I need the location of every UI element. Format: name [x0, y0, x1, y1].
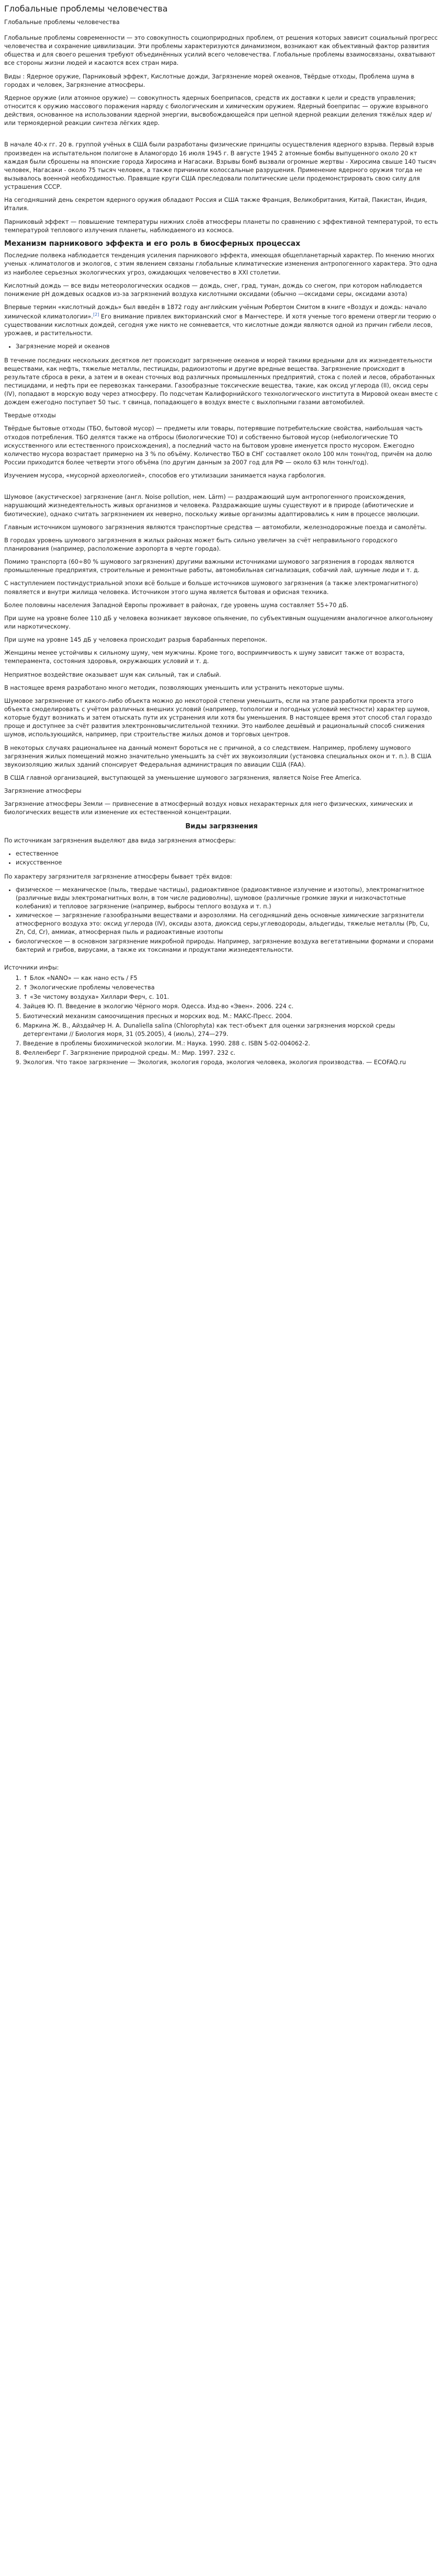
noise-europe-paragraph: Более половины населения Западной Европы проживает в районах, где уровень шума составляет 55÷70 дБ.	[4, 601, 349, 609]
greenhouse-paragraph: Последние полвека наблюдается тенденция усиления парникового эффекта, имеющая общепланетарный характер. По мнению многих ученых -климатологов и экологов, с этим явлением связаны глобальные климатические изменения антропогенного характера. Это одна из наиболее серьезных экологических угроз, ожидающих человечество в XXI столетии.	[4, 252, 438, 276]
acid-rain-paragraph: Кислотный дождь — все виды метеорологических осадков — дождь, снег, град, туман, дождь со снегом, при котором наблюдается понижение pH дождевых осадков из-за загрязнений воздуха кислотными оксидами (обычно —оксидами серы, оксидами азота)	[4, 282, 422, 298]
nuclear-history-paragraph: В начале 40-х гг. 20 в. группой учёных в США были разработаны физические принципы осуществления ядерного взрыва. Первый взрыв произведен на испытательном полигоне в Аламогордо 16 июля 1945 г. В августе 1945 2 атомные бомбы выпущенного около 20 кт каждая были сброшены на японские города Хиросима и Нагасаки. Взрывы бомб вызвали огромные жертвы - Хиросима свыше 140 тысяч человек, Нагасаки - около 75 тысяч человек, а также причинили колоссальные разрушения. Применение ядерного оружия тогда не вызывалось военной необходимостью. Правящие круги США преследовали политические цели продемонстрировать свою силу для устрашения СССР.	[4, 141, 436, 191]
source-item: 7. Введение в проблемы биохимической экологии. М.: Наука. 1990. 288 с. ISBN 5-02-004062-2.	[23, 1040, 439, 1048]
pollutant-kinds-intro: По характеру загрязнителя загрязнение атмосферы бывает трёх видов:	[4, 873, 232, 880]
noise-110db-paragraph: При шуме на уровне более 110 дБ у человека возникает звуковое опьянение, по субъективным ощущениям аналогичное алкогольному или наркотическому.	[4, 614, 433, 631]
noise-definition-paragraph: Шумовое (акустическое) загрязнение (англ. Noise pollution, нем. Lärm) — раздражающий шум антропогенного происхождения, нарушающий жизнедеятельность живых организмов и человека. Раздражающие шумы существуют и в природе (абиотические и биотические), однако считать загрязнением их неверно, поскольку живые организмы адаптировались к ним в процессе эволюции.	[4, 494, 420, 518]
greenhouse-definition-paragraph: Парниковый эффект — повышение температуры нижних слоёв атмосферы планеты по сравнению с эффективной температурой, то есть температурой теплового излучения планеты, наблюдаемого из космоса.	[4, 218, 438, 234]
noise-modeling-paragraph: Шумовое загрязнение от какого-либо объекта можно до некоторой степени уменьшить, если на этапе разработки проекта этого объекта смоделировать с учётом различных внешних условий (например, топологии и погодных условий местности) характер шумов, которые будут возникать и затем отыскать пути их устранения или хотя бы уменьшения. В настоящее время этот способ стал гораздо проще и доступнее за счёт развития электронновычислительной техники. Это наиболее дешёвый и рациональный способ снижения шумов, использующийся, например, при строительстве жилых домов и торговых центров.	[4, 697, 432, 738]
source-item[interactable]: 9. Экология. Что такое загрязнение — Экология, экология города, экология человека, экология производства. — ECOFAQ.ru	[23, 1058, 439, 1067]
pollution-sources-list	[4, 850, 439, 867]
source-item[interactable]: 3. ↑ «Зе чистому воздуха» Хиллари Ферч, с. 101.	[23, 993, 439, 1001]
source-item: 5. Биотический механизм самоочищения пресных и морских вод. М.: МАКС-Пресс. 2004.	[23, 1012, 439, 1021]
sea-pollution-list	[4, 343, 439, 351]
noise-home-paragraph: С наступлением постиндустриальной эпохи всё больше и больше источников шумового загрязнения (а также электромагнитного) появляется и внутри жилища человека. Источником этого шума является бытовая и офисная техника.	[4, 580, 418, 596]
reference-link[interactable]: [2]	[93, 312, 99, 317]
sources-list	[4, 974, 439, 1067]
types-paragraph: Виды : Ядерное оружие, Парниковый эффект, Кислотные дожди, Загрязнение морей океанов, Твёрдые отходы, Проблема шума в городах и человек, Загрязнение атмосферы.	[4, 73, 415, 88]
greenhouse-heading: Механизм парникового эффекта и его роль в биосферных процессах	[4, 239, 301, 248]
garbology-paragraph: Изучением мусора, «мусорной археологией», способов его утилизации занимается наука гарбология.	[4, 472, 326, 480]
nuclear-owners-paragraph: На сегодняшний день секретом ядерного оружия обладают Россия и США также Франция, Великобритания, Китай, Пакистан, Индия, Италия.	[4, 197, 427, 212]
list-item: • искусственное	[16, 859, 439, 867]
page-subtitle: Глобальные проблемы человечества	[4, 18, 120, 26]
sea-pollution-paragraph: В течение последних нескольких десятков лет происходит загрязнение океанов и морей такими вредными для их жизнедеятельности веществами, как нефть, тяжелые металлы, пестициды, радиоизотопы и другие вредные вещества. Загрязнение происходит в результате сброса в реки, а затем и в океан сточных вод различных промышленных предприятий, стока с полей и лесов, обработанных пестицидами, и нефть при ее перевозках танкерами. Газообразные токсические вещества, такие, как оксид углерода (II), оксид серы (IV), попадают в морскую воду через атмосферу. По подсчетам Калифорнийского технологического института в Мировой океан вместе с дождем ежегодно поступает 50 тыс. т свинца, попадающего в воздух вместе с выхлопными газами автомобилей.	[4, 357, 438, 406]
list-item: • биологическое — в основном загрязнение микробной природы. Например, загрязнение воздуха вегетативными формами и спорами бактерий и грибов, вирусами, а также их токсинами и продуктами жизнедеятельности.	[16, 938, 439, 954]
acid-rain-history-paragraph	[4, 303, 439, 338]
air-pollution-paragraph: Загрязнение атмосферы Земли — привнесение в атмосферный воздух новых нехарактерных для него физических, химических и биологических веществ или изменение их естественной концентрации.	[4, 801, 413, 816]
solid-waste-heading: Твердые отходы	[4, 412, 56, 419]
noise-transport-paragraph: Помимо транспорта (60÷80 % шумового загрязнения) другими важными источниками шумового загрязнения в городах являются промышленные предприятия, строительные и ремонтные работы, автомобильная сигнализация, собачий лай, шумные люди и т. д.	[4, 558, 420, 574]
nuclear-definition-paragraph: Ядерное оружие (или атомное оружие) — совокупность ядерных боеприпасов, средств их доставки к цели и средств управления; относится к оружию массового поражения наряду с биологическим и химическим оружием. Ядерный боеприпас — оружие взрывного действия, основанное на использовании ядерной энергии, высвобождающейся при цепной ядерной реакции деления тяжёлых ядер и/или термоядерной реакции синтеза лёгких ядер.	[4, 94, 432, 127]
noise-145db-paragraph: При шуме на уровне 145 дБ у человека происходит разрыв барабанных перепонок.	[4, 636, 267, 644]
intro-paragraph: Глобальные проблемы современности — это совокупность социоприродных проблем, от решения которых зависит социальный прогресс человечества и сохранение цивилизации. Эти проблемы характеризуются динамизмом, возникают как объективный фактор развития общества и для своего решения требуют объединённых усилий всего человечества. Глобальные проблемы взаимосвязаны, охватывают все стороны жизни людей и касаются всех стран мира.	[4, 35, 438, 67]
noise-insulation-paragraph: В некоторых случаях рациональнее на данный момент бороться не с причиной, а со следствием. Например, проблему шумового загрязнения жилых помещений можно значительно уменьшить за счёт их звукоизоляции (установка специальных окон и т. п.). В США звукоизоляцию жилых зданий спонсирует Федеральная администрация по авиации США (FAA).	[4, 744, 431, 768]
noise-women-paragraph: Женщины менее устойчивы к сильному шуму, чем мужчины. Кроме того, восприимчивость к шуму зависит также от возраста, темперамента, состояния здоровья, окружающих условий и т. д.	[4, 649, 405, 665]
source-item: 6. Маркина Ж. В., Айздайчер Н. А. Dunaliella salina (Chlorophyta) как тест-объект для оценки загрязнения морской среды детергентами // Биология моря, 31 (05.2005), 4 (июль), 274—279.	[23, 1022, 439, 1039]
solid-waste-paragraph: Твёрдые бытовые отходы (ТБО, бытовой мусор) — предметы или товары, потерявшие потребительские свойства, наибольшая часть отходов потребления. ТБО делятся также на отбросы (биологические ТО) и собственно бытовой мусор (небиологические ТО искусственного или естественного происхождения), а последний часто на бытовом уровне именуется просто мусором. Ежегодно количество мусора возрастает примерно на 3 % по объёму. Количество ТБО в СНГ составляет около 100 млн тонн/год, причём на долю России приходится более четверти этого объёма (по другим данным за 2007 год для РФ — около 63 млн тонн/год).	[4, 425, 433, 466]
source-item: 8. Фелленберг Г. Загрязнение природной среды. М.: Мир. 1997. 232 с.	[23, 1049, 439, 1057]
list-item: • Загрязнение морей и океанов	[16, 343, 439, 351]
noise-cities-paragraph: В городах уровень шумового загрязнения в жилых районах может быть сильно увеличен за счёт неправильного городского планирования (например, расположение аэропорта в черте города).	[4, 537, 397, 553]
list-item: • физическое — механическое (пыль, твердые частицы), радиоактивное (радиоактивное излучение и изотопы), электромагнитное (различные виды электромагнитных волн, в том числе радиоволны), шумовое (различные громкие звуки и низкочастотные колебания) и тепловое загрязнение (например, выбросы теплого воздуха и т. п.)	[16, 886, 439, 911]
noise-methods-paragraph: В настоящее время разработано много методик, позволяющих уменьшить или устранить некоторые шумы.	[4, 684, 345, 691]
noise-sources-paragraph: Главным источником шумового загрязнения являются транспортные средства — автомобили, железнодорожные поезда и самолёты.	[4, 523, 427, 531]
page	[0, 0, 443, 1074]
pollution-sources-intro: По источникам загрязнения выделяют два вида загрязнения атмосферы:	[4, 837, 236, 845]
page-title: Глобальные проблемы человечества	[4, 4, 168, 14]
pollutant-kinds-list	[4, 886, 439, 954]
noise-organization-paragraph: В США главной организацией, выступающей за уменьшение шумового загрязнения, является Noise Free America.	[4, 774, 361, 781]
acid-rain-history-text-b: Его внимание привлек викторианский смог в Манчестере. И хотя ученые того времени отвергли теорию о существовании кислотных дождей, сегодня уже никто не сомневается, что кислотные дожди являются одной из причин гибели лесов, урожаев, и растительности.	[4, 313, 436, 337]
list-item: • естественное	[16, 850, 439, 858]
source-item[interactable]: 1. ↑ Блок «NANO» — как нано есть / F5	[23, 974, 439, 983]
pollution-types-heading: Виды загрязнения	[185, 822, 258, 830]
source-item: 4. Зайцев Ю. П. Введение в экологию Чёрного моря. Одесса. Изд-во «Эвен». 2006. 224 с.	[23, 1002, 439, 1011]
source-item[interactable]: 2. ↑ Экологические проблемы человечества	[23, 984, 439, 992]
acid-rain-history-text-a: Впервые термин «кислотный дождь» был введён в 1872 году английским учёным Робертом Смитом в книге «Воздух и дождь: начало химической климатологии».	[4, 304, 427, 320]
air-pollution-heading: Загрязнение атмосферы	[4, 788, 82, 795]
sources-heading: Источники инфы:	[4, 964, 59, 971]
noise-effect-paragraph: Неприятное воздействие оказывает шум как сильный, так и слабый.	[4, 671, 221, 678]
list-item: • химическое — загрязнение газообразными веществами и аэрозолями. На сегодняшний день основные химические загрязнители атмосферного воздуха это: оксид углерода (IV), оксиды азота, диоксид серы,углеводороды, альдегиды, тяжелые металлы (Pb, Cu, Zn, Cd, Cr), аммиак, атмосферная пыль и радиоактивные изотопы	[16, 911, 439, 937]
